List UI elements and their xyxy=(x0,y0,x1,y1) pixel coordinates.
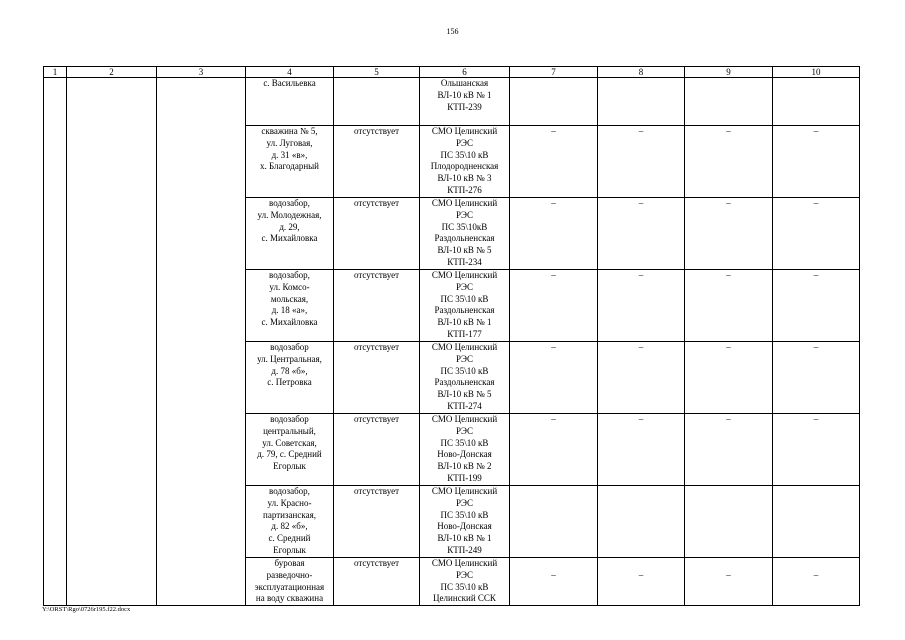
cell-text-line: отсутствует xyxy=(353,414,400,424)
cell-text-line: КТП-234 xyxy=(447,256,482,267)
cell-text-line: ул. Красно- xyxy=(267,497,312,508)
cell-value: – xyxy=(726,342,731,352)
cell-text-line: водозабор xyxy=(270,342,309,352)
cell-text-line: РЭС xyxy=(456,209,473,220)
cell-text-line: КТП-249 xyxy=(447,544,482,555)
cell-value: – xyxy=(638,342,644,352)
cell-value: – xyxy=(726,198,731,208)
cell-col-7 xyxy=(510,486,598,558)
cell-text-line: СМО Целинский xyxy=(431,270,498,280)
cell-col-5 xyxy=(334,558,420,606)
cell-col-4 xyxy=(246,486,334,558)
cell-text-line: ул. Центральная, xyxy=(257,353,322,364)
cell-col-10 xyxy=(773,270,860,342)
cell-col-7 xyxy=(510,78,598,126)
cell-col-8 xyxy=(598,78,685,126)
cell-text-line: на воду скважина xyxy=(255,593,324,604)
col-header-1: 1 xyxy=(44,67,67,78)
cell-col-4 xyxy=(246,126,334,198)
cell-text-line: партизанская, xyxy=(263,509,316,520)
cell-text-line: КТП-276 xyxy=(447,184,482,195)
cell-text-line: х. Благодарный xyxy=(260,161,319,172)
cell-col-9 xyxy=(685,558,773,606)
cell-text-line: ВЛ-10 кВ № 1 xyxy=(437,89,492,100)
cell-col-5 xyxy=(334,486,420,558)
cell-text-line: КТП-239 xyxy=(447,101,482,112)
cell-value: – xyxy=(813,126,819,136)
cell-col-6 xyxy=(420,126,510,198)
cell-text-line: ПС 35\10 кВ xyxy=(440,149,489,160)
cell-col-5 xyxy=(334,414,420,486)
cell-value: – xyxy=(813,570,819,580)
cell-text-line: ПС 35\10 кВ xyxy=(440,509,489,520)
page-number: 156 xyxy=(446,27,459,36)
cell-col-7 xyxy=(510,270,598,342)
cell-col-8 xyxy=(598,342,685,414)
cell-text-line: СМО Целинский xyxy=(431,198,498,208)
cell-col-10 xyxy=(773,558,860,606)
cell-text-line: ВЛ-10 кВ № 3 xyxy=(437,173,492,184)
cell-text-line: Целинский ССК xyxy=(433,593,496,604)
cell-col-10 xyxy=(773,78,860,126)
cell-text-line: д. 79, с. Средний xyxy=(257,449,322,460)
cell-text-line: буровая xyxy=(274,558,305,568)
cell-col-5 xyxy=(334,270,420,342)
cell-text-line: Егорлык xyxy=(273,461,306,472)
cell-text-line: отсутствует xyxy=(353,126,400,136)
cell-text-line: с. Петровка xyxy=(267,377,312,388)
cell-text-line: СМО Целинский xyxy=(431,486,498,496)
cell-col-7 xyxy=(510,558,598,606)
col-header-3: 3 xyxy=(157,67,246,78)
cell-text-line: д. 18 «а», xyxy=(271,305,308,316)
cell-col-4 xyxy=(246,198,334,270)
cell-text-line: ВЛ-10 кВ № 2 xyxy=(437,461,492,472)
cell-text-line: Ольшанская xyxy=(440,78,489,88)
cell-col-6 xyxy=(420,78,510,126)
cell-text-line: ВЛ-10 кВ № 5 xyxy=(437,389,492,400)
cell-text-line: Егорлык xyxy=(273,544,306,555)
cell-value: – xyxy=(551,126,556,136)
cell-value: – xyxy=(638,270,644,280)
cell-col-6 xyxy=(420,270,510,342)
cell-text-line: отсутствует xyxy=(353,270,400,280)
cell-value: – xyxy=(551,570,556,580)
col-header-4: 4 xyxy=(246,67,334,78)
cell-col-6 xyxy=(420,198,510,270)
cell-col-8 xyxy=(598,270,685,342)
cell-value: – xyxy=(551,414,556,424)
cell-col-6 xyxy=(420,558,510,606)
cell-text-line: ул. Комсо- xyxy=(269,281,310,292)
cell-text-line: РЭС xyxy=(456,137,473,148)
cell-text-line: разведочно- xyxy=(266,569,313,580)
cell-value: – xyxy=(813,342,819,352)
cell-value: – xyxy=(726,270,731,280)
table-row xyxy=(44,78,860,126)
cell-text-line: с. Михайловка xyxy=(261,317,318,328)
cell-value: – xyxy=(726,414,731,424)
cell-col-3 xyxy=(157,78,246,606)
cell-text-line: КТП-177 xyxy=(447,328,482,339)
cell-text-line: Плодородненская xyxy=(430,161,499,172)
cell-value: – xyxy=(813,198,819,208)
cell-text-line: Ново-Донская xyxy=(437,521,492,532)
cell-text-line: ПС 35\10 кВ xyxy=(440,581,489,592)
cell-col-4 xyxy=(246,558,334,606)
cell-col-7 xyxy=(510,414,598,486)
cell-col-7 xyxy=(510,198,598,270)
cell-text-line: ул. Луговая, xyxy=(266,137,313,148)
cell-text-line: РЭС xyxy=(456,353,473,364)
cell-text-line: СМО Целинский xyxy=(431,342,498,352)
cell-col-9 xyxy=(685,78,773,126)
cell-col-9 xyxy=(685,126,773,198)
cell-text-line: д. 78 «б», xyxy=(271,365,308,376)
cell-value: – xyxy=(551,270,556,280)
cell-text-line: ПС 35\10 кВ xyxy=(440,365,489,376)
cell-text-line: с. Михайловка xyxy=(261,233,318,244)
cell-value: – xyxy=(726,570,731,580)
cell-col-7 xyxy=(510,126,598,198)
cell-value: – xyxy=(726,126,731,136)
cell-text-line: СМО Целинский xyxy=(431,414,498,424)
cell-col-4 xyxy=(246,342,334,414)
cell-text-line: эксплуатационная xyxy=(254,581,325,592)
cell-col-1 xyxy=(44,78,67,606)
cell-col-10 xyxy=(773,414,860,486)
col-header-7: 7 xyxy=(510,67,598,78)
cell-col-10 xyxy=(773,126,860,198)
col-header-10: 10 xyxy=(773,67,860,78)
cell-col-6 xyxy=(420,414,510,486)
cell-col-9 xyxy=(685,198,773,270)
cell-text-line: водозабор, xyxy=(269,270,310,280)
cell-text-line: отсутствует xyxy=(353,198,400,208)
cell-text-line: водозабор, xyxy=(269,198,310,208)
cell-col-10 xyxy=(773,198,860,270)
cell-col-6 xyxy=(420,486,510,558)
cell-col-9 xyxy=(685,342,773,414)
cell-col-10 xyxy=(773,342,860,414)
cell-text-line: ул. Молодежная, xyxy=(257,209,322,220)
cell-value: – xyxy=(813,414,819,424)
cell-text-line: СМО Целинский xyxy=(431,126,498,136)
cell-text-line: отсутствует xyxy=(353,558,400,568)
cell-value: – xyxy=(551,342,556,352)
cell-text-line: РЭС xyxy=(456,497,473,508)
cell-text-line: д. 31 «в», xyxy=(271,149,308,160)
cell-col-8 xyxy=(598,486,685,558)
cell-value: – xyxy=(551,198,556,208)
cell-text-line: ПС 35\10кВ xyxy=(441,221,488,232)
cell-value: – xyxy=(638,126,644,136)
cell-text-line: отсутствует xyxy=(353,486,400,496)
cell-text-line: Раздольненская xyxy=(434,305,495,316)
cell-text-line: Ново-Донская xyxy=(437,449,492,460)
col-header-2: 2 xyxy=(67,67,157,78)
cell-col-7 xyxy=(510,342,598,414)
cell-col-4 xyxy=(246,78,334,126)
header-row xyxy=(44,67,860,78)
cell-text-line: КТП-274 xyxy=(447,400,482,411)
cell-text-line: водозабор, xyxy=(269,486,310,496)
cell-col-9 xyxy=(685,270,773,342)
cell-text-line: Раздольненская xyxy=(434,377,495,388)
cell-col-8 xyxy=(598,558,685,606)
cell-text-line: ВЛ-10 кВ № 1 xyxy=(437,317,492,328)
cell-col-9 xyxy=(685,414,773,486)
cell-col-8 xyxy=(598,126,685,198)
cell-text-line: д. 82 «б», xyxy=(271,521,308,532)
col-header-8: 8 xyxy=(598,67,685,78)
cell-text-line: отсутствует xyxy=(353,342,400,352)
cell-text-line: РЭС xyxy=(456,281,473,292)
cell-col-4 xyxy=(246,270,334,342)
cell-text-line: КТП-199 xyxy=(447,472,482,483)
cell-col-9 xyxy=(685,486,773,558)
cell-text-line: РЭС xyxy=(456,425,473,436)
cell-text-line: с. Васильевка xyxy=(263,78,316,88)
cell-col-4 xyxy=(246,414,334,486)
cell-text-line: РЭС xyxy=(456,569,473,580)
cell-text-line: ВЛ-10 кВ № 1 xyxy=(437,533,492,544)
col-header-9: 9 xyxy=(685,67,773,78)
cell-col-8 xyxy=(598,198,685,270)
col-header-6: 6 xyxy=(420,67,510,78)
cell-text-line: СМО Целинский xyxy=(431,558,498,568)
cell-col-5 xyxy=(334,78,420,126)
cell-text-line: Раздольненская xyxy=(434,233,495,244)
cell-text-line: центральный, xyxy=(263,425,316,436)
cell-col-2 xyxy=(67,78,157,606)
cell-col-5 xyxy=(334,198,420,270)
col-header-5: 5 xyxy=(334,67,420,78)
cell-col-5 xyxy=(334,126,420,198)
cell-text-line: с. Средний xyxy=(268,533,311,544)
data-table xyxy=(43,66,860,606)
cell-text-line: д. 29, xyxy=(279,221,300,232)
cell-col-5 xyxy=(334,342,420,414)
cell-text-line: водозабор xyxy=(270,414,309,424)
cell-value: – xyxy=(638,570,644,580)
cell-value: – xyxy=(638,198,644,208)
cell-col-10 xyxy=(773,486,860,558)
cell-col-6 xyxy=(420,342,510,414)
table-body xyxy=(44,78,860,606)
cell-text-line: ул. Советская, xyxy=(262,437,317,448)
cell-col-8 xyxy=(598,414,685,486)
cell-text-line: ПС 35\10 кВ xyxy=(440,437,489,448)
cell-text-line: мольская, xyxy=(270,293,309,304)
footer-file-path: Y:\ORST\Rgo\0726r195.f22.docx xyxy=(42,606,131,613)
cell-text-line: ПС 35\10 кВ xyxy=(440,293,489,304)
cell-text-line: скважина № 5, xyxy=(261,126,318,136)
cell-value: – xyxy=(638,414,644,424)
cell-text-line: ВЛ-10 кВ № 5 xyxy=(437,245,492,256)
cell-value: – xyxy=(813,270,819,280)
